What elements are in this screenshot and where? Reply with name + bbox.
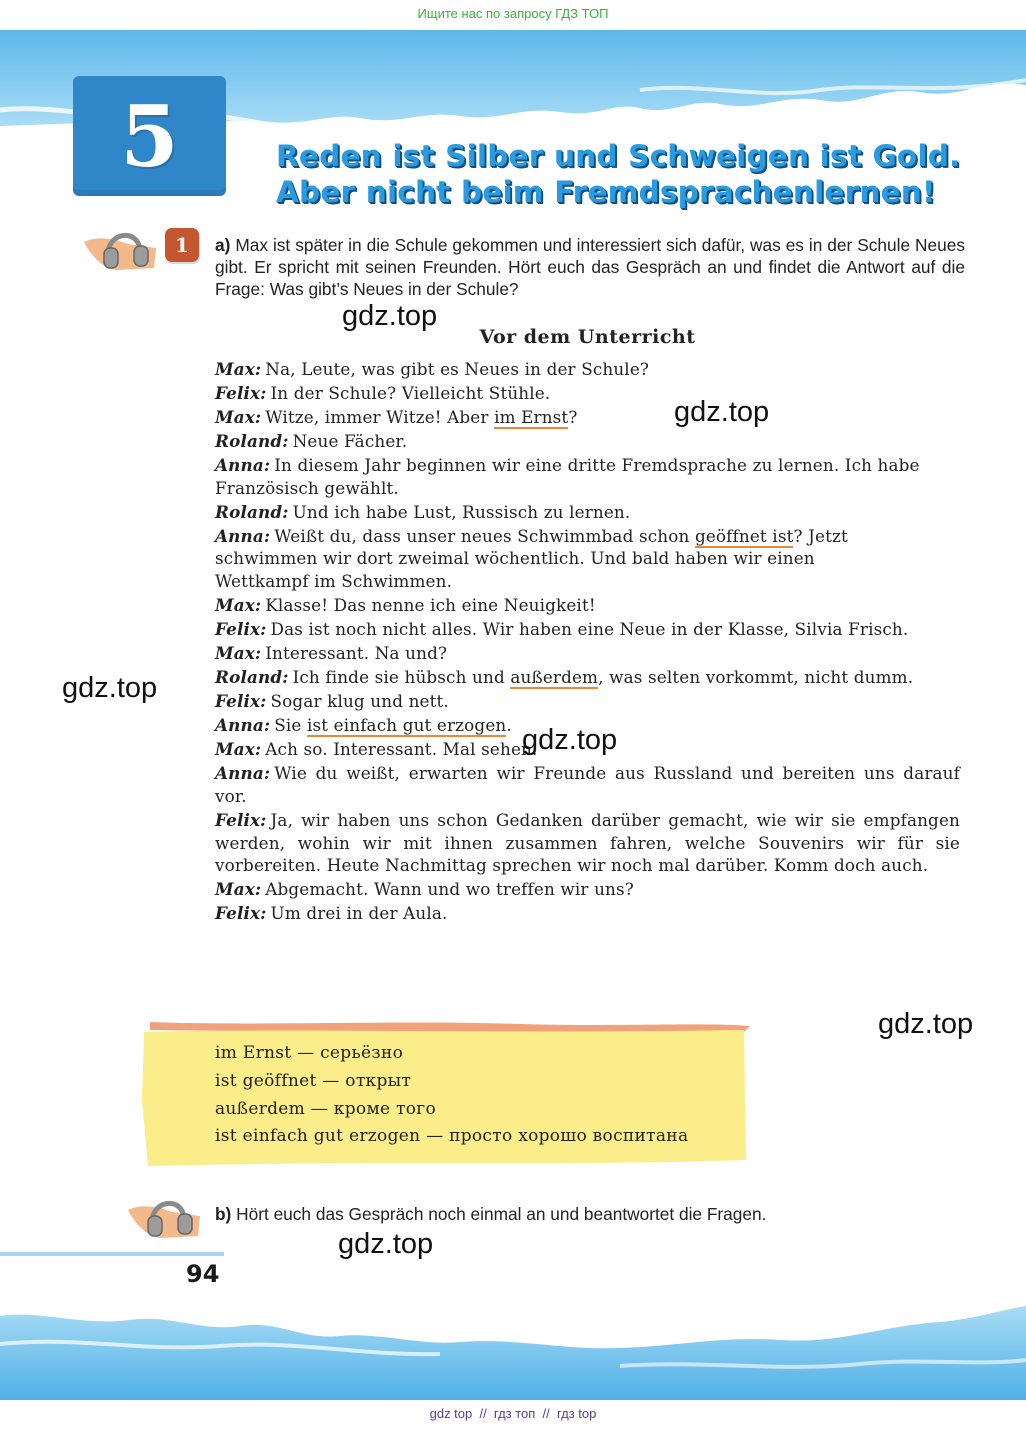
vocab-highlight: im Ernst [494, 407, 569, 427]
sky-banner-bottom [0, 1296, 1026, 1400]
watermark: gdz.top [342, 300, 438, 332]
speaker: Anna: [215, 763, 271, 784]
headphones-icon [82, 218, 162, 274]
title-line-1: Reden ist Silber und Schweigen ist Gold. [276, 139, 961, 173]
line-text: Klasse! Das nenne ich eine Neuigkeit! [265, 595, 596, 616]
dialogue-line [215, 902, 960, 925]
speaker: Max: [215, 643, 262, 664]
speaker: Max: [215, 407, 262, 427]
dialogue [215, 358, 960, 926]
line-text: ? [568, 407, 578, 427]
speaker: Felix: [215, 903, 267, 924]
dialogue-line [215, 501, 960, 524]
watermark: gdz.top [338, 1228, 434, 1260]
line-text: Ich finde sie hübsch und [292, 667, 511, 688]
dialogue-line [215, 762, 960, 807]
vocabulary-item: im Ernst — серьёзно [215, 1043, 404, 1063]
line-text: Sie [274, 715, 307, 736]
vocabulary-list [215, 1040, 688, 1151]
line-text: , was selten vorkommt, nicht dumm. [598, 667, 914, 688]
line-text: Und ich habe Lust, Russisch zu lernen. [292, 501, 631, 522]
line-text: Ach so. Interessant. Mal sehen. [265, 739, 538, 760]
task-b-label: b) [215, 1204, 232, 1224]
footer: gdz top // гдз топ // гдз top [429, 1406, 597, 1421]
dialogue-line [215, 406, 960, 429]
line-text: Witze, immer Witze! Aber [265, 407, 495, 427]
speaker: Max: [215, 739, 262, 760]
dialogue-line [215, 382, 960, 405]
vocabulary-item: außerdem — кроме того [215, 1098, 437, 1119]
watermark: gdz.top [674, 396, 770, 428]
line-text: In der Schule? Vielleicht Stühle. [270, 383, 551, 403]
dialogue-line [215, 809, 960, 877]
page-number: 94 [186, 1260, 220, 1288]
line-text: Abgemacht. Wann und wo treffen wir uns? [265, 879, 634, 900]
title-line-2: Aber nicht beim Fremdsprachenlernen! [276, 175, 936, 209]
headphones-icon [126, 1186, 206, 1242]
dialogue-line [215, 642, 960, 665]
line-text: Weißt du, dass unser neues Schwimmbad schon [274, 525, 695, 546]
task-b [215, 1203, 965, 1225]
top-note: Ищите нас по запросу ГДЗ ТОП [417, 6, 609, 21]
dialogue-line [215, 430, 960, 453]
speaker: Felix: [215, 619, 267, 640]
speaker: Anna: [215, 715, 271, 736]
line-text: Ja, wir haben uns schon Gedanken darüber gemacht, wie wir sie empfangen werden, wohin wir mit ihnen zusammen fahren, welche Souvenirs wir für sie vorbereiten. Heute Nachmittag sprechen wir noch mal darüber. Komm doch auch. [215, 809, 960, 876]
vocab-highlight: außerdem [510, 667, 599, 688]
speaker: Roland: [215, 501, 289, 522]
dialogue-line [215, 358, 960, 381]
dialogue-line [215, 878, 960, 901]
task-b-text: Hört euch das Gespräch noch einmal an und beantwortet die Fragen. [236, 1204, 767, 1224]
speaker: Anna: [215, 455, 271, 475]
dialogue-line [215, 618, 960, 641]
watermark: gdz.top [522, 724, 618, 756]
dialogue-line [215, 594, 960, 617]
speaker: Max: [215, 359, 262, 379]
speaker: Felix: [215, 691, 267, 712]
line-text: Interessant. Na und? [265, 643, 448, 664]
line-text: Sogar klug und nett. [270, 691, 449, 712]
line-text: In diesem Jahr beginnen wir eine dritte Fremdsprache zu lernen. Ich habe Französisch gewählt. [215, 455, 920, 498]
vocab-highlight: ist einfach gut erzogen [306, 715, 507, 736]
page-divider [0, 1252, 224, 1256]
speaker: Felix: [215, 383, 267, 403]
watermark: gdz.top [878, 1008, 974, 1040]
unit-number-box [73, 76, 226, 196]
exercise-number-badge: 1 [165, 228, 199, 262]
dialogue-line [215, 690, 960, 713]
unit-number: 5 [120, 86, 179, 186]
vocabulary-item: ist einfach gut erzogen — просто хорошо воспитана [215, 1126, 689, 1147]
dialogue-title: Vor dem Unterricht [479, 326, 696, 348]
vocabulary-item: ist geöffnet — открыт [215, 1070, 412, 1091]
line-text: Um drei in der Aula. [270, 903, 448, 924]
line-text: . [506, 715, 512, 736]
speaker: Roland: [215, 667, 289, 688]
vocabulary-box [140, 1020, 752, 1168]
speaker: Anna: [215, 525, 271, 546]
task-a [215, 234, 965, 300]
speaker: Roland: [215, 431, 289, 451]
task-a-label: a) [215, 235, 231, 255]
speaker: Max: [215, 879, 262, 900]
line-text: Das ist noch nicht alles. Wir haben eine Neue in der Klasse, Silvia Frisch. [270, 619, 909, 640]
unit-title [276, 138, 996, 210]
line-text: Neue Fächer. [292, 431, 408, 451]
task-a-text: Max ist später in die Schule gekommen und interessiert sich dafür, was es in der Schule Neues gibt. Er spricht mit seinen Freunden. Hört euch das Gespräch an und findet die Antwort auf die Frage: Was gibt’s Neues in der Schule? [215, 235, 965, 299]
dialogue-line [215, 525, 880, 593]
dialogue-line [215, 454, 960, 499]
vocab-highlight: geöffnet ist [694, 525, 794, 546]
speaker: Felix: [215, 809, 267, 830]
watermark: gdz.top [62, 672, 158, 704]
line-text: Na, Leute, was gibt es Neues in der Schule? [265, 359, 650, 379]
speaker: Max: [215, 595, 262, 616]
dialogue-line [215, 666, 960, 689]
line-text: Wie du weißt, erwarten wir Freunde aus Russland und bereiten uns darauf vor. [215, 763, 960, 806]
line-text: ? Jetzt schwimmen wir dort zweimal wöchentlich. Und bald haben wir einen Wettkampf im Schwimmen. [215, 525, 848, 592]
